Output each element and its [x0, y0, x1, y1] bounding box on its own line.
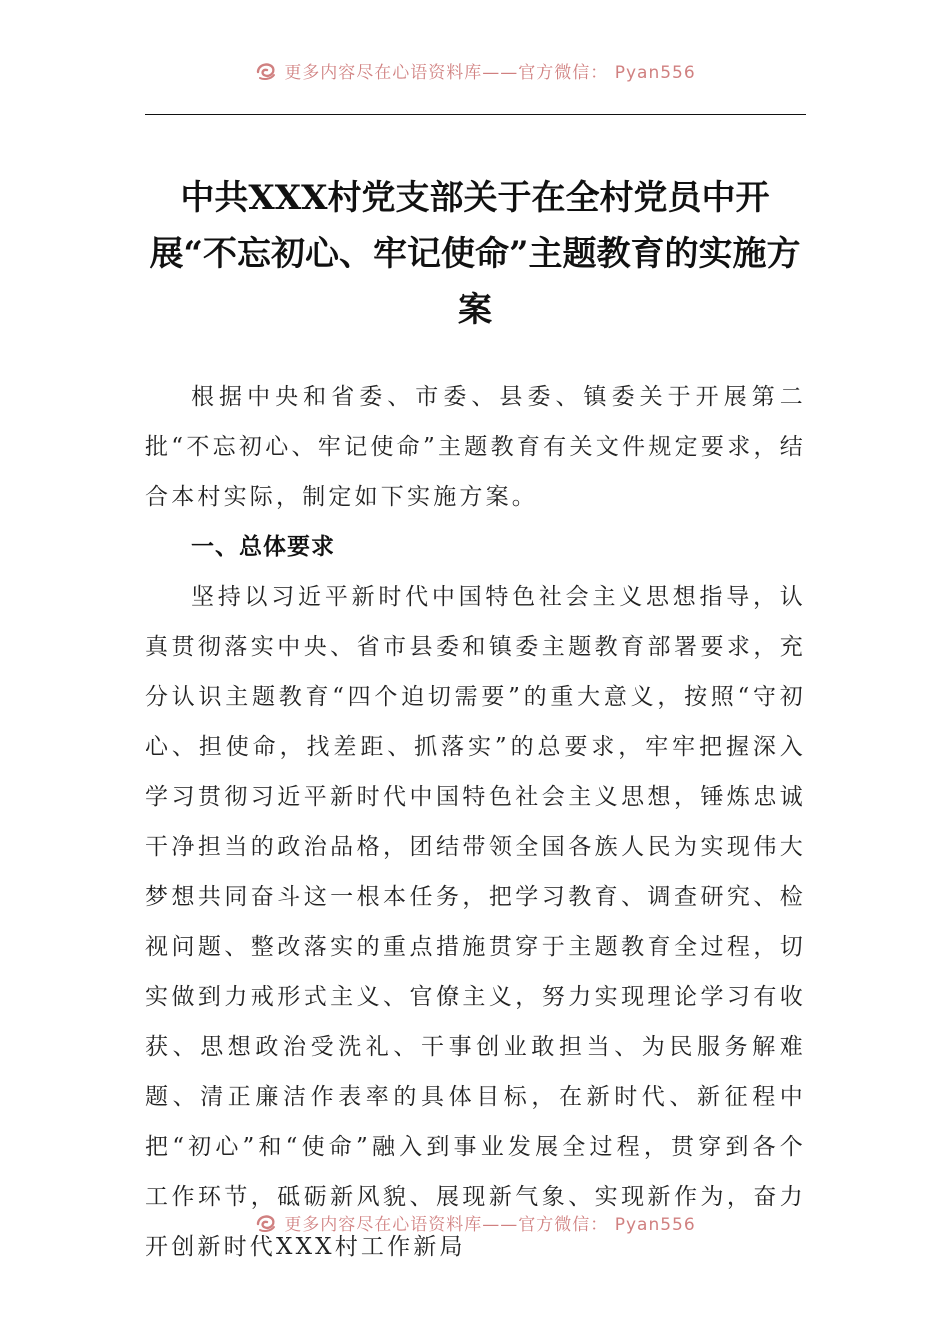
section-paragraph: 坚持以习近平新时代中国特色社会主义思想指导，认真贯彻落实中央、省市县委和镇委主题教育部署要求，充分认识主题教育“四个迫切需要”的重大意义，按照“守初心、担使命，找差距、抓落实”的总要求，牢牢把握深入学习贯彻习近平新时代中国特色社会主义思想，锤炼忠诚干净担当的政治品格，团结带领全国各族人民为实现伟大梦想共同奋斗这一根本任务，把学习教育、调查研究、检视问题、整改落实的重点措施贯穿于主题教育全过程，切实做到力戒形式主义、官僚主义，努力实现理论学习有收获、思想政治受洗礼、干事创业敢担当、为民服务解难题、清正廉洁作表率的具体目标，在新时代、新征程中把“初心”和“使命”融入到事业发展全过程，贯穿到各个工作环节，砥砺新风貌、展现新气象、实现新作为，奋力开创新时代XXX村工作新局 — [145, 584, 806, 1260]
watermark-header — [0, 55, 950, 85]
intro-paragraph: 根据中央和省委、市委、县委、镇委关于开展第二批“不忘初心、牢记使命”主题教育有关文件规定要求，结合本村实际，制定如下实施方案。 — [145, 384, 806, 510]
swirl-logo-icon — [254, 58, 278, 82]
section-heading: 一、总体要求 — [191, 534, 335, 560]
watermark-footer — [0, 1207, 950, 1237]
swirl-logo-icon — [254, 1210, 278, 1234]
watermark-text: 更多内容尽在心语资料库——官方微信： Pyan556 — [284, 62, 696, 83]
header-rule — [145, 114, 806, 115]
document-title: 中共XXX村党支部关于在全村党员中开展“不忘初心、牢记使命”主题教育的实施方案 — [149, 178, 801, 330]
watermark-text: 更多内容尽在心语资料库——官方微信： Pyan556 — [284, 1214, 696, 1235]
document-body — [145, 372, 806, 1272]
